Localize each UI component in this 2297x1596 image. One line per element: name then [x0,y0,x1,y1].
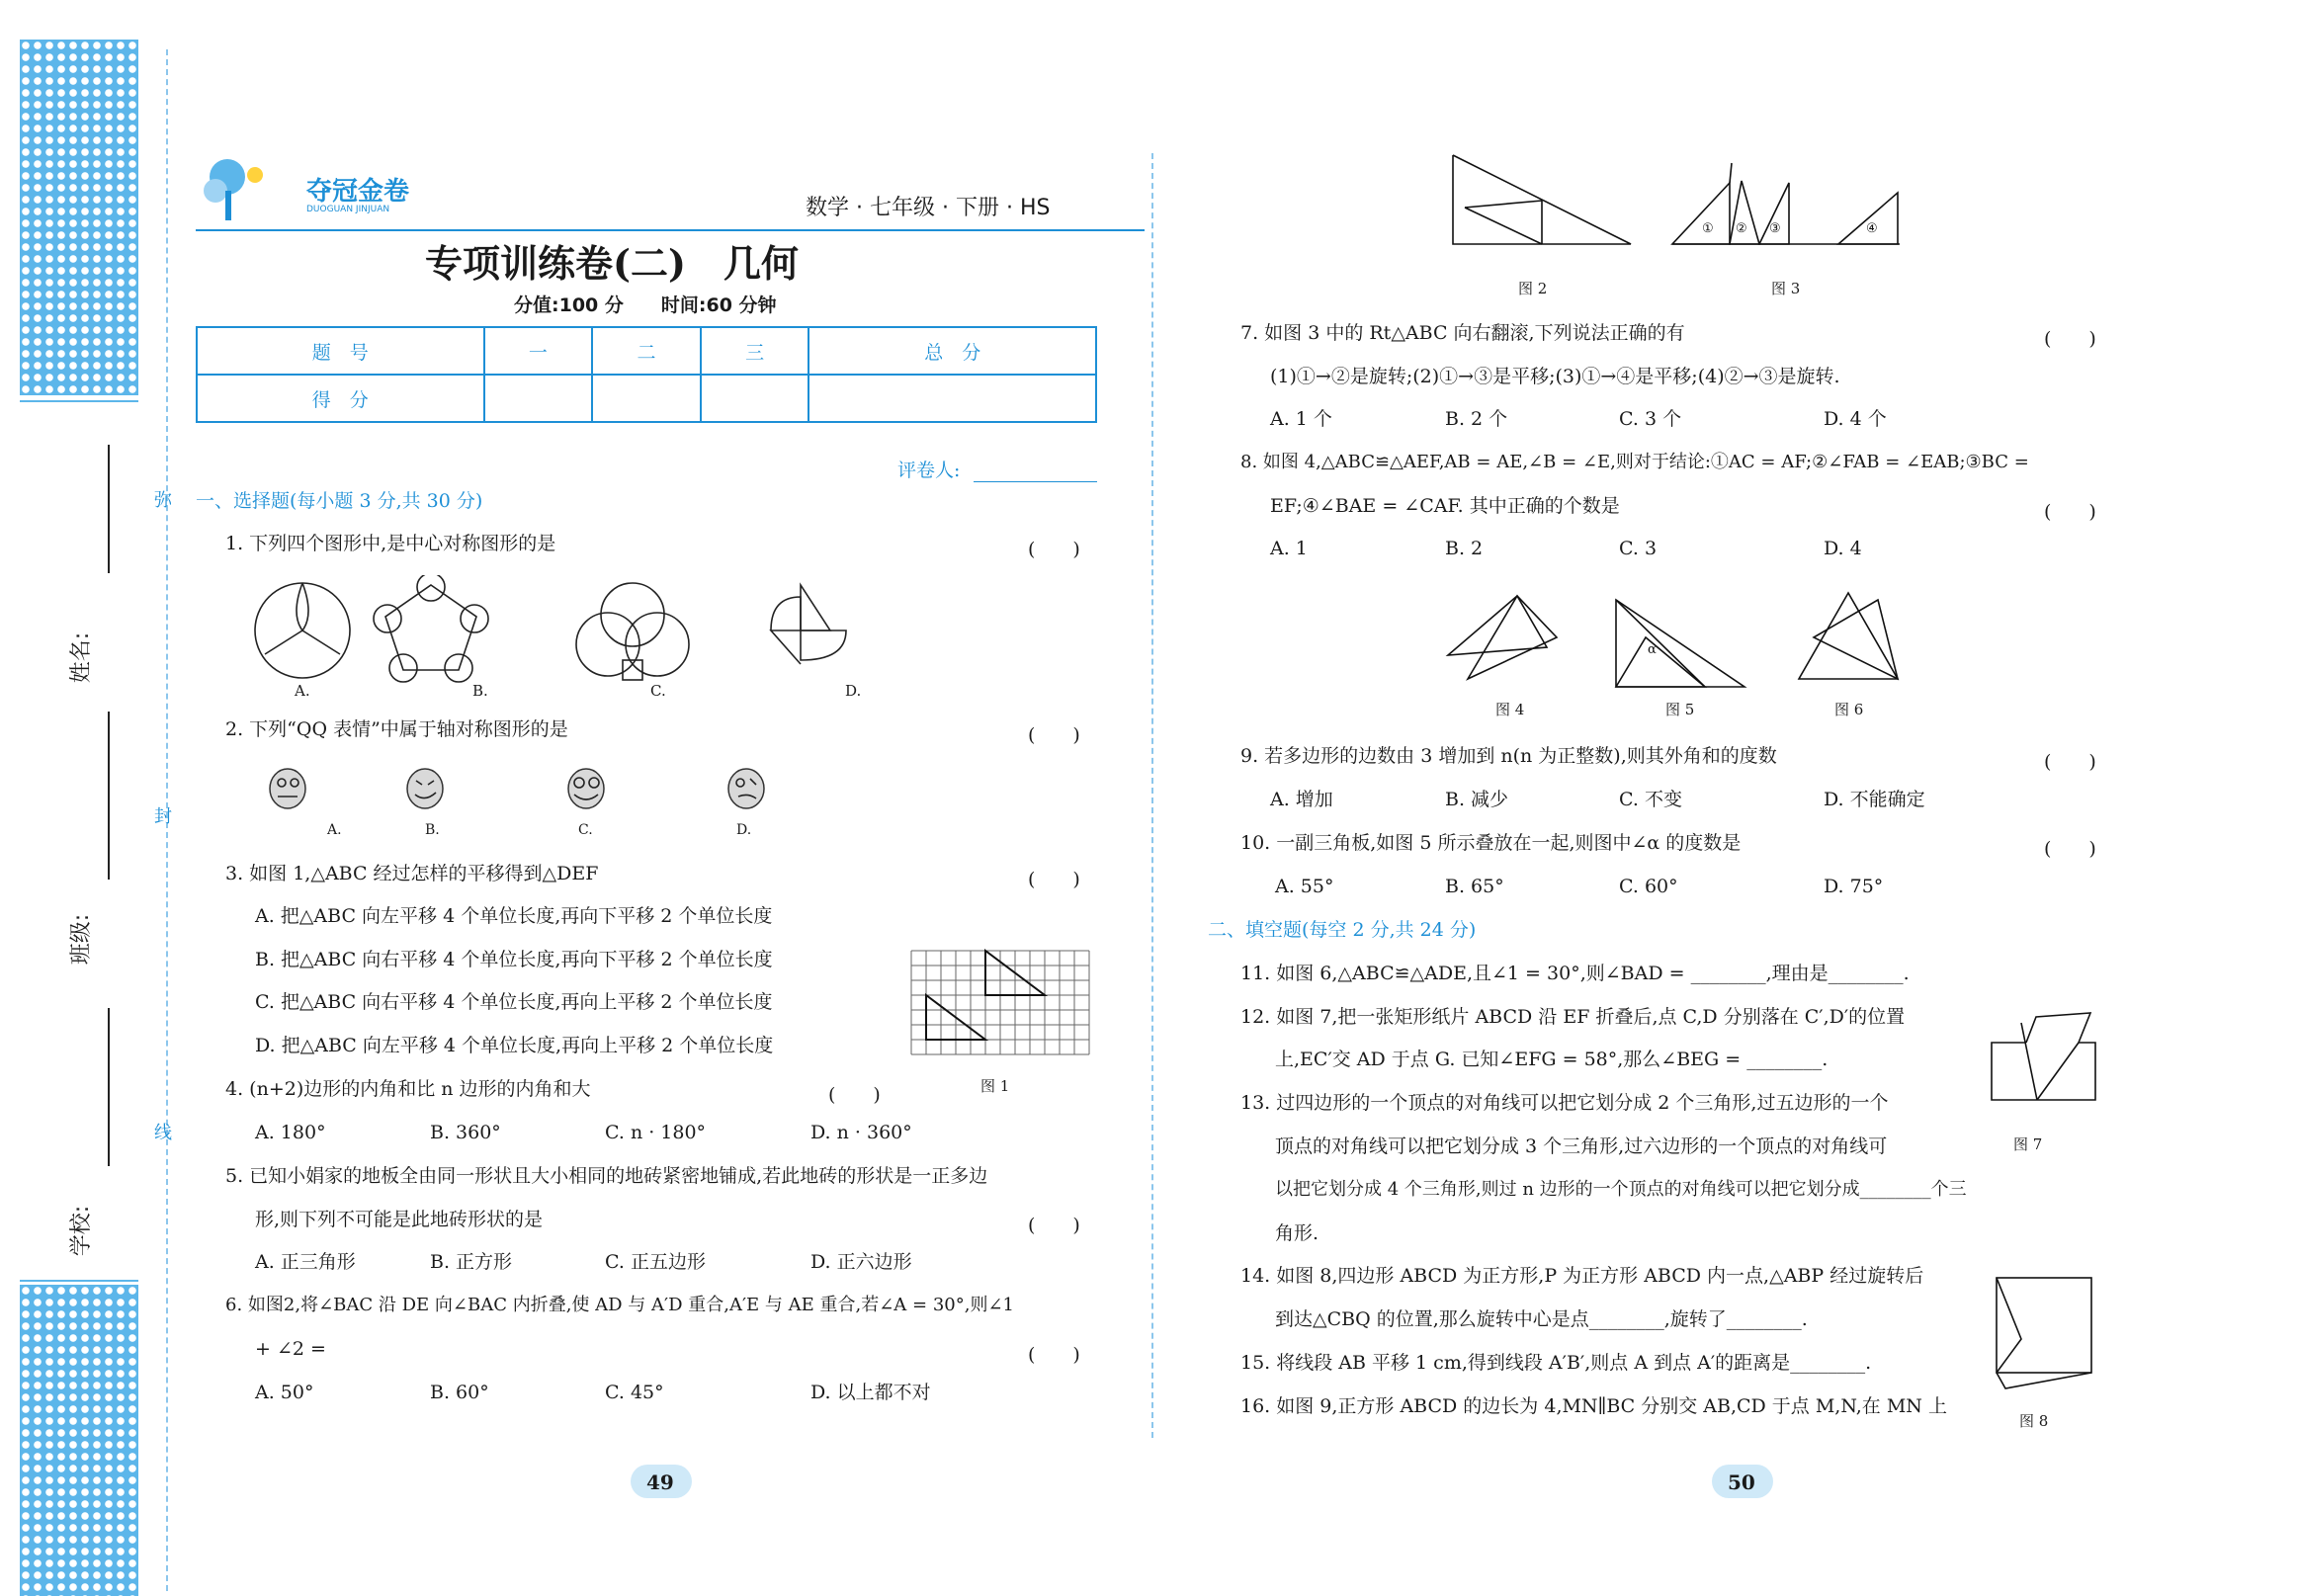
figure-8 [1982,1260,2110,1438]
q10-option-a: A. 55° [1275,876,1334,897]
q12-text-line2: 上,EC′交 AD 于点 G. 已知∠EFG = 58°,那么∠BEG = ________. [1275,1049,1829,1070]
q3-option-d: D. 把△ABC 向左平移 4 个单位长度,再向上平移 2 个单位长度 [255,1035,774,1056]
figure-3-svg [1670,153,1908,262]
figure-7-svg [1982,1003,2110,1112]
q4-option-b: B. 360° [430,1122,501,1143]
binding-line-bottom [20,1280,138,1282]
q7-answer-paren[interactable]: ( ) [2044,328,2096,350]
q8-text-line2: EF;④∠BAE = ∠CAF. 其中正确的个数是 [1270,495,1620,517]
binding-fields [69,435,124,1257]
q1-label-d: D. [845,682,862,700]
figure-2-svg [1433,153,1641,262]
figure-6-caption: 图 6 [1834,701,1864,718]
class-label: 班级: [69,913,95,966]
q9-option-d: D. 不能确定 [1824,789,1925,810]
page-number-left: 49 [646,1470,674,1494]
binding-strip-bottom [20,1285,138,1596]
q10-answer-paren[interactable]: ( ) [2044,838,2096,860]
q8-text-line1: 8. 如图 4,△ABC≌△AEF,AB = AE,∠B = ∠E,则对于结论:①AC = AF;②∠FAB = ∠EAB;③BC = [1240,452,2029,472]
q1-text: 1. 下列四个图形中,是中心对称图形的是 [225,533,556,554]
svg-text:α: α [1648,642,1657,657]
score-cell[interactable] [592,375,701,422]
figure-6 [1789,588,1908,721]
q4-option-c: C. n · 180° [605,1122,707,1143]
table-cell: 题 号 [197,327,484,375]
figure-6-svg [1789,588,1908,687]
page-divider [1151,153,1153,1438]
q2-label-d: D. [736,822,752,838]
q10-option-d: D. 75° [1824,876,1884,897]
q10-option-b: B. 65° [1445,876,1504,897]
q5-option-c: C. 正五边形 [605,1251,706,1273]
q7-option-b: B. 2 个 [1445,408,1508,430]
q8-option-c: C. 3 [1619,538,1658,559]
q7-option-d: D. 4 个 [1824,408,1887,430]
q7-option-c: C. 3 个 [1619,408,1682,430]
q2-label-c: C. [578,822,593,838]
q1-shapes-svg [247,575,899,684]
q8-answer-paren[interactable]: ( ) [2044,501,2096,523]
q9-answer-paren[interactable]: ( ) [2044,751,2096,773]
figure-8-svg [1982,1260,2110,1408]
figure-1-grid-svg [909,949,1097,1063]
figure-1-caption: 图 1 [980,1077,1010,1095]
q15-text: 15. 将线段 AB 平移 1 cm,得到线段 A′B′,则点 A 到点 A′的距离是________. [1240,1352,1872,1374]
q6-text-line1: 6. 如图2,将∠BAC 沿 DE 向∠BAC 内折叠,使 AD 与 A′D 重合,A′E 与 AE 重合,若∠A = 30°,则∠1 [225,1295,1014,1315]
q13-text-line2: 顶点的对角线可以把它划分成 3 个三角形,过六边形的一个顶点的对角线可 [1275,1135,1888,1157]
figure-4 [1438,588,1576,721]
reviewer-label: 评卷人: [897,460,961,481]
q6-option-c: C. 45° [605,1382,664,1403]
figure-3-caption: 图 3 [1771,280,1801,297]
name-label: 姓名: [69,631,95,684]
header-rule [196,229,1145,231]
q2-label-b: B. [425,822,440,838]
q13-text-line1: 13. 过四边形的一个顶点的对角线可以把它划分成 2 个三角形,过五边形的一个 [1240,1092,1889,1114]
subject-line: 数学 · 七年级 · 下册 · HS [806,196,1051,220]
figure-4-caption: 图 4 [1495,701,1525,718]
svg-text:①: ① [1702,221,1714,236]
table-cell: 三 [701,327,809,375]
seal-char-2: 封 [154,806,172,827]
table-cell: 得 分 [197,375,484,422]
table-cell: 一 [484,327,593,375]
q4-answer-paren[interactable]: ( ) [828,1084,881,1106]
binding-line-top [20,400,138,402]
q7-option-a: A. 1 个 [1270,408,1332,430]
q14-text-line2: 到达△CBQ 的位置,那么旋转中心是点________,旋转了________. [1275,1308,1808,1330]
figure-2-caption: 图 2 [1518,280,1548,297]
page-title: 专项训练卷(二) 几何 [425,241,799,286]
q3-text: 3. 如图 1,△ABC 经过怎样的平移得到△DEF [225,863,599,884]
q9-option-c: C. 不变 [1619,789,1682,810]
q11-text: 11. 如图 6,△ABC≌△ADE,且∠1 = 30°,则∠BAD = ________,理由是________. [1240,963,1910,984]
score-cell[interactable] [484,375,593,422]
section-2-heading: 二、填空题(每空 2 分,共 24 分) [1208,919,1477,941]
q1-label-b: B. [472,682,488,700]
svg-text:③: ③ [1769,221,1781,236]
figure-1 [909,949,1097,1097]
q7-text: 7. 如图 3 中的 Rt△ABC 向右翻滚,下列说法正确的有 [1240,322,1685,344]
page-number-right: 50 [1728,1470,1755,1494]
q9-option-a: A. 增加 [1270,789,1333,810]
seal-char-1: 弥 [154,490,172,511]
figure-3 [1670,153,1908,301]
figure-5 [1606,598,1754,721]
table-cell: 总 分 [808,327,1096,375]
figure-7-caption: 图 7 [2013,1135,2043,1153]
q6-option-d: D. 以上都不对 [810,1382,931,1403]
q8-option-d: D. 4 [1824,538,1862,559]
q2-answer-paren[interactable]: ( ) [1028,724,1080,746]
q1-label-a: A. [295,682,310,700]
q3-answer-paren[interactable]: ( ) [1028,869,1080,890]
q10-option-c: C. 60° [1619,876,1678,897]
svg-text:②: ② [1736,221,1747,236]
figure-4-svg [1438,588,1576,687]
score-cell[interactable] [808,375,1096,422]
q2-figures [262,763,796,842]
q6-option-a: A. 50° [255,1382,314,1403]
q10-text: 10. 一副三角板,如图 5 所示叠放在一起,则图中∠α 的度数是 [1240,832,1742,854]
section-1-heading: 一、选择题(每小题 3 分,共 30 分) [196,490,483,512]
score-cell[interactable] [701,375,809,422]
figure-5-svg [1606,598,1754,692]
q2-label-a: A. [327,822,342,838]
q16-text: 16. 如图 9,正方形 ABCD 的边长为 4,MN∥BC 分别交 AB,CD 于点 M,N,在 MN 上 [1240,1395,1947,1417]
q7-statement: (1)①→②是旋转;(2)①→③是平移;(3)①→④是平移;(4)②→③是旋转. [1270,366,1840,387]
q1-label-c: C. [650,682,666,700]
qq-emoticons-svg [262,763,796,818]
reviewer-line[interactable] [974,481,1097,482]
q1-figures [247,575,899,704]
class-line [108,712,110,880]
q5-answer-paren[interactable]: ( ) [1028,1215,1080,1236]
figure-5-caption: 图 5 [1665,701,1695,718]
brand-name: 夺冠金卷 [306,177,410,207]
score-table [196,326,1097,423]
q3-option-c: C. 把△ABC 向右平移 4 个单位长度,再向上平移 2 个单位长度 [255,991,773,1013]
tree-logo-icon [196,153,275,232]
q4-option-a: A. 180° [255,1122,326,1143]
score-table-score-row [197,375,1096,422]
q14-text-line1: 14. 如图 8,四边形 ABCD 为正方形,P 为正方形 ABCD 内一点,△ABP 经过旋转后 [1240,1265,1924,1287]
q5-option-d: D. 正六边形 [810,1251,912,1273]
q5-option-b: B. 正方形 [430,1251,513,1273]
q6-answer-paren[interactable]: ( ) [1028,1344,1080,1366]
q3-option-a: A. 把△ABC 向左平移 4 个单位长度,再向下平移 2 个单位长度 [255,905,773,927]
school-label: 学校: [69,1205,95,1257]
q13-text-line3: 以把它划分成 4 个三角形,则过 n 边形的一个顶点的对角线可以把它划分成________个三 [1275,1179,1967,1200]
table-cell: 二 [592,327,701,375]
figure-7 [1982,1003,2110,1161]
figure-2 [1433,153,1641,301]
q6-option-b: B. 60° [430,1382,489,1403]
q8-option-a: A. 1 [1270,538,1308,559]
name-line [108,445,110,573]
q4-text: 4. (n+2)边形的内角和比 n 边形的内角和大 [225,1078,591,1100]
q5-text-line1: 5. 已知小娟家的地板全由同一形状且大小相同的地砖紧密地铺成,若此地砖的形状是一正多边 [225,1165,988,1187]
figure-8-caption: 图 8 [2019,1412,2049,1430]
brand-pinyin: DUOGUAN JINJUAN [306,205,390,214]
q8-option-b: B. 2 [1445,538,1484,559]
q6-text-line2: + ∠2 = [255,1338,326,1360]
q2-text: 2. 下列“QQ 表情”中属于轴对称图形的是 [225,718,568,740]
brand-logo [196,153,433,232]
q1-answer-paren[interactable]: ( ) [1028,539,1080,560]
q12-text-line1: 12. 如图 7,把一张矩形纸片 ABCD 沿 EF 折叠后,点 C,D 分别落在 C′,D′的位置 [1240,1006,1906,1028]
q5-text-line2: 形,则下列不可能是此地砖形状的是 [255,1209,544,1230]
svg-text:④: ④ [1866,221,1878,236]
school-line [108,1008,110,1166]
binding-strip-top [20,40,138,395]
score-table-header-row [197,327,1096,375]
q5-option-a: A. 正三角形 [255,1251,356,1273]
seal-char-3: 线 [154,1123,172,1143]
q9-text: 9. 若多边形的边数由 3 增加到 n(n 为正整数),则其外角和的度数 [1240,745,1777,767]
q4-option-d: D. n · 360° [810,1122,912,1143]
q3-option-b: B. 把△ABC 向右平移 4 个单位长度,再向下平移 2 个单位长度 [255,949,773,970]
q9-option-b: B. 减少 [1445,789,1509,810]
q13-text-line4: 角形. [1275,1222,1319,1244]
score-meta: 分值:100 分 时间:60 分钟 [514,294,777,316]
